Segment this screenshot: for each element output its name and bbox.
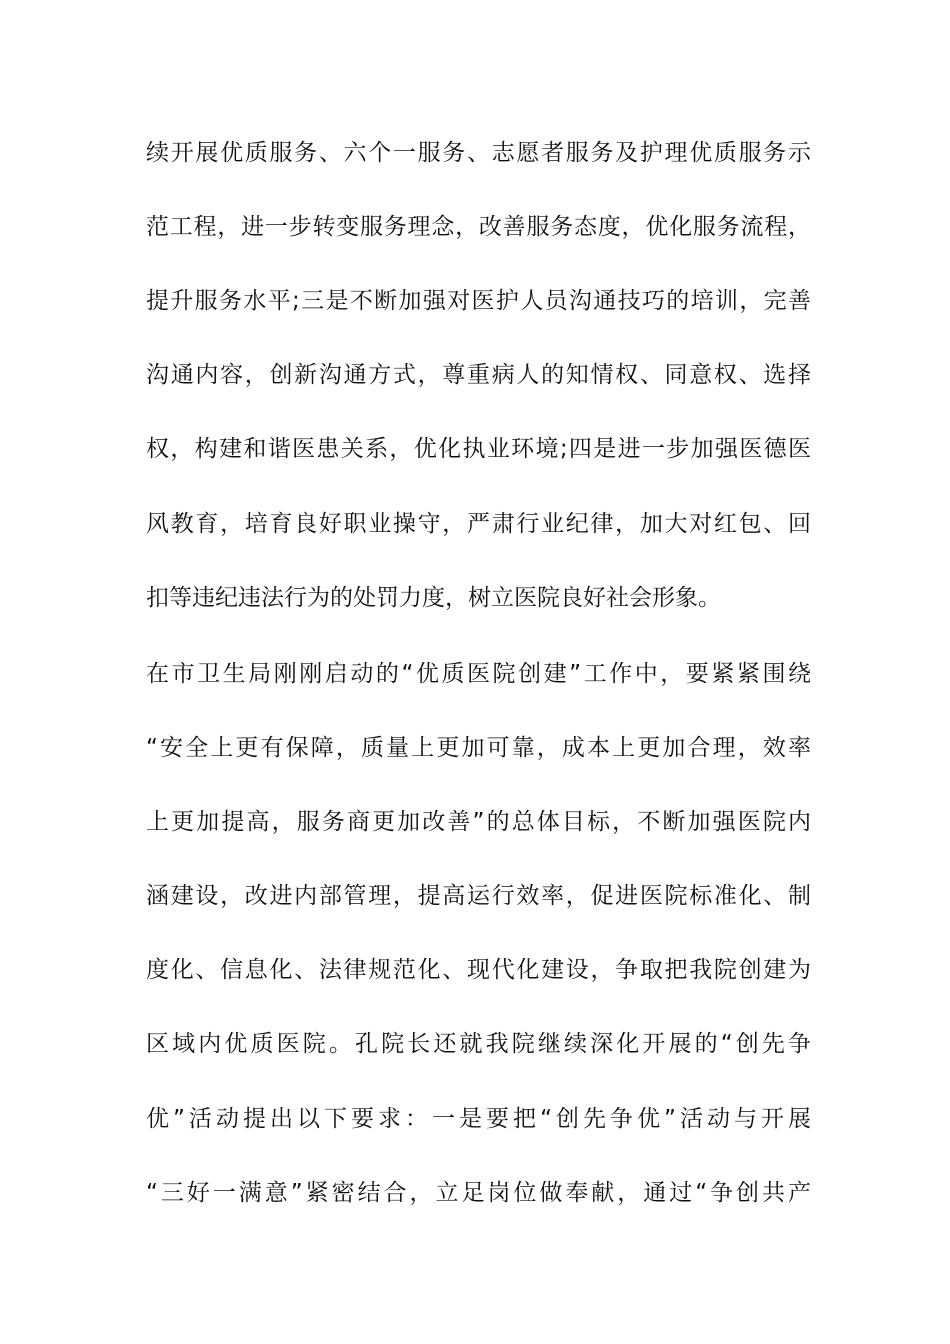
text-line: 优”活动提出以下要求：一是要把“创先争优”活动与开展 xyxy=(146,1106,811,1132)
text-line: 度化、信息化、法律规范化、现代化建设，争取把我院创建为 xyxy=(146,957,811,983)
text-line: 上更加提高，服务商更加改善”的总体目标，不断加强医院内 xyxy=(146,809,811,835)
text-line: 提升服务水平;三是不断加强对医护人员沟通技巧的培训，完善 xyxy=(146,288,811,314)
text-line: “三好一满意”紧密结合，立足岗位做奉献，通过“争创共产 xyxy=(146,1180,811,1206)
text-line: 权，构建和谐医患关系，优化执业环境;四是进一步加强医德医 xyxy=(146,436,811,462)
text-line: “安全上更有保障，质量上更加可靠，成本上更加合理，效率 xyxy=(146,735,811,761)
text-line: 续开展优质服务、六个一服务、志愿者服务及护理优质服务示 xyxy=(146,140,811,166)
text-line: 在市卫生局刚刚启动的“优质医院创建”工作中，要紧紧围绕 xyxy=(146,661,811,687)
text-line: 沟通内容，创新沟通方式，尊重病人的知情权、同意权、选择 xyxy=(146,362,811,388)
text-line: 风教育，培育良好职业操守，严肃行业纪律，加大对红包、回 xyxy=(146,511,811,537)
text-line: 范工程，进一步转变服务理念，改善服务态度，优化服务流程， xyxy=(146,214,811,240)
text-line: 区域内优质医院。孔院长还就我院继续深化开展的“创先争 xyxy=(146,1031,811,1057)
text-line: 涵建设，改进内部管理，提高运行效率，促进医院标准化、制 xyxy=(146,883,811,909)
text-line: 扣等违纪违法行为的处罚力度，树立医院良好社会形象。 xyxy=(146,585,721,611)
